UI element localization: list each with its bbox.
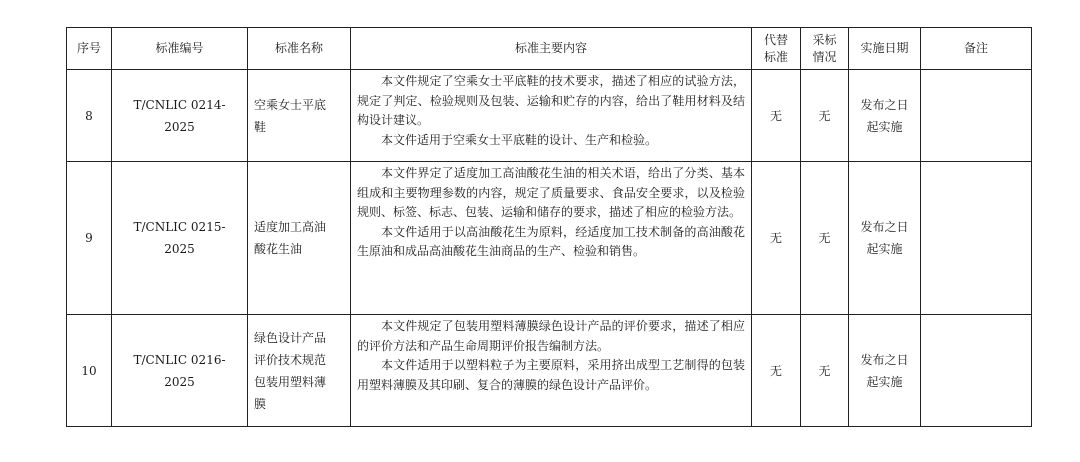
content-paragraph: 本文件适用于以塑料粒子为主要原料，采用挤出成型工艺制得的包装用塑料薄膜及其印刷、复合的薄膜的绿色设计产品评价。 xyxy=(357,358,745,392)
cell-note xyxy=(921,315,1032,427)
header-replace: 代替 标准 xyxy=(752,28,801,70)
cell-name: 绿色设计产品 评价技术规范 包装用塑料薄 膜 xyxy=(248,315,351,427)
cell-seq: 9 xyxy=(67,162,112,315)
cell-note xyxy=(921,162,1032,315)
standards-table xyxy=(66,27,1032,427)
cell-date: 发布之日 起实施 xyxy=(849,70,921,162)
header-note: 备注 xyxy=(921,28,1032,70)
cell-note xyxy=(921,70,1032,162)
header-seq: 序号 xyxy=(67,28,112,70)
cell-code: T/CNLIC 0214- 2025 xyxy=(112,70,248,162)
cell-date: 发布之日 起实施 xyxy=(849,162,921,315)
cell-code: T/CNLIC 0216- 2025 xyxy=(112,315,248,427)
header-content: 标准主要内容 xyxy=(351,28,752,70)
cell-replace: 无 xyxy=(752,70,801,162)
table-row xyxy=(67,162,1032,315)
cell-code: T/CNLIC 0215- 2025 xyxy=(112,162,248,315)
cell-content xyxy=(351,315,752,427)
header-date: 实施日期 xyxy=(849,28,921,70)
header-name: 标准名称 xyxy=(248,28,351,70)
table-row xyxy=(67,315,1032,427)
content-paragraph: 本文件适用于以高油酸花生为原料，经适度加工技术制备的高油酸花生原油和成品高油酸花生油商品的生产、检验和销售。 xyxy=(357,224,745,258)
header-code: 标准编号 xyxy=(112,28,248,70)
cell-replace: 无 xyxy=(752,315,801,427)
cell-adopt: 无 xyxy=(801,162,849,315)
cell-seq: 10 xyxy=(67,315,112,427)
cell-replace: 无 xyxy=(752,162,801,315)
content-paragraph: 本文件适用于空乘女士平底鞋的设计、生产和检验。 xyxy=(381,132,658,147)
content-paragraph: 本文件规定了空乘女士平底鞋的技术要求，描述了相应的试验方法，规定了判定、检验规则及包装、运输和贮存的内容，给出了鞋用材料及结构设计建议。 xyxy=(357,74,745,127)
cell-name: 空乘女士平底 鞋 xyxy=(248,70,351,162)
content-paragraph: 本文件界定了适度加工高油酸花生油的相关术语，给出了分类、基本组成和主要物理参数的内容，规定了质量要求、食品安全要求，以及检验规则、标签、标志、包装、运输和储存的要求，描述了相应的检验方法。 xyxy=(357,166,745,219)
cell-adopt: 无 xyxy=(801,315,849,427)
cell-seq: 8 xyxy=(67,70,112,162)
cell-content xyxy=(351,162,752,315)
cell-content xyxy=(351,70,752,162)
cell-adopt: 无 xyxy=(801,70,849,162)
cell-date: 发布之日 起实施 xyxy=(849,315,921,427)
table-row xyxy=(67,70,1032,162)
cell-name: 适度加工高油 酸花生油 xyxy=(248,162,351,315)
header-row xyxy=(67,28,1032,70)
content-paragraph: 本文件规定了包装用塑料薄膜绿色设计产品的评价要求，描述了相应的评价方法和产品生命周期评价报告编制方法。 xyxy=(357,319,745,353)
header-adopt: 采标 情况 xyxy=(801,28,849,70)
